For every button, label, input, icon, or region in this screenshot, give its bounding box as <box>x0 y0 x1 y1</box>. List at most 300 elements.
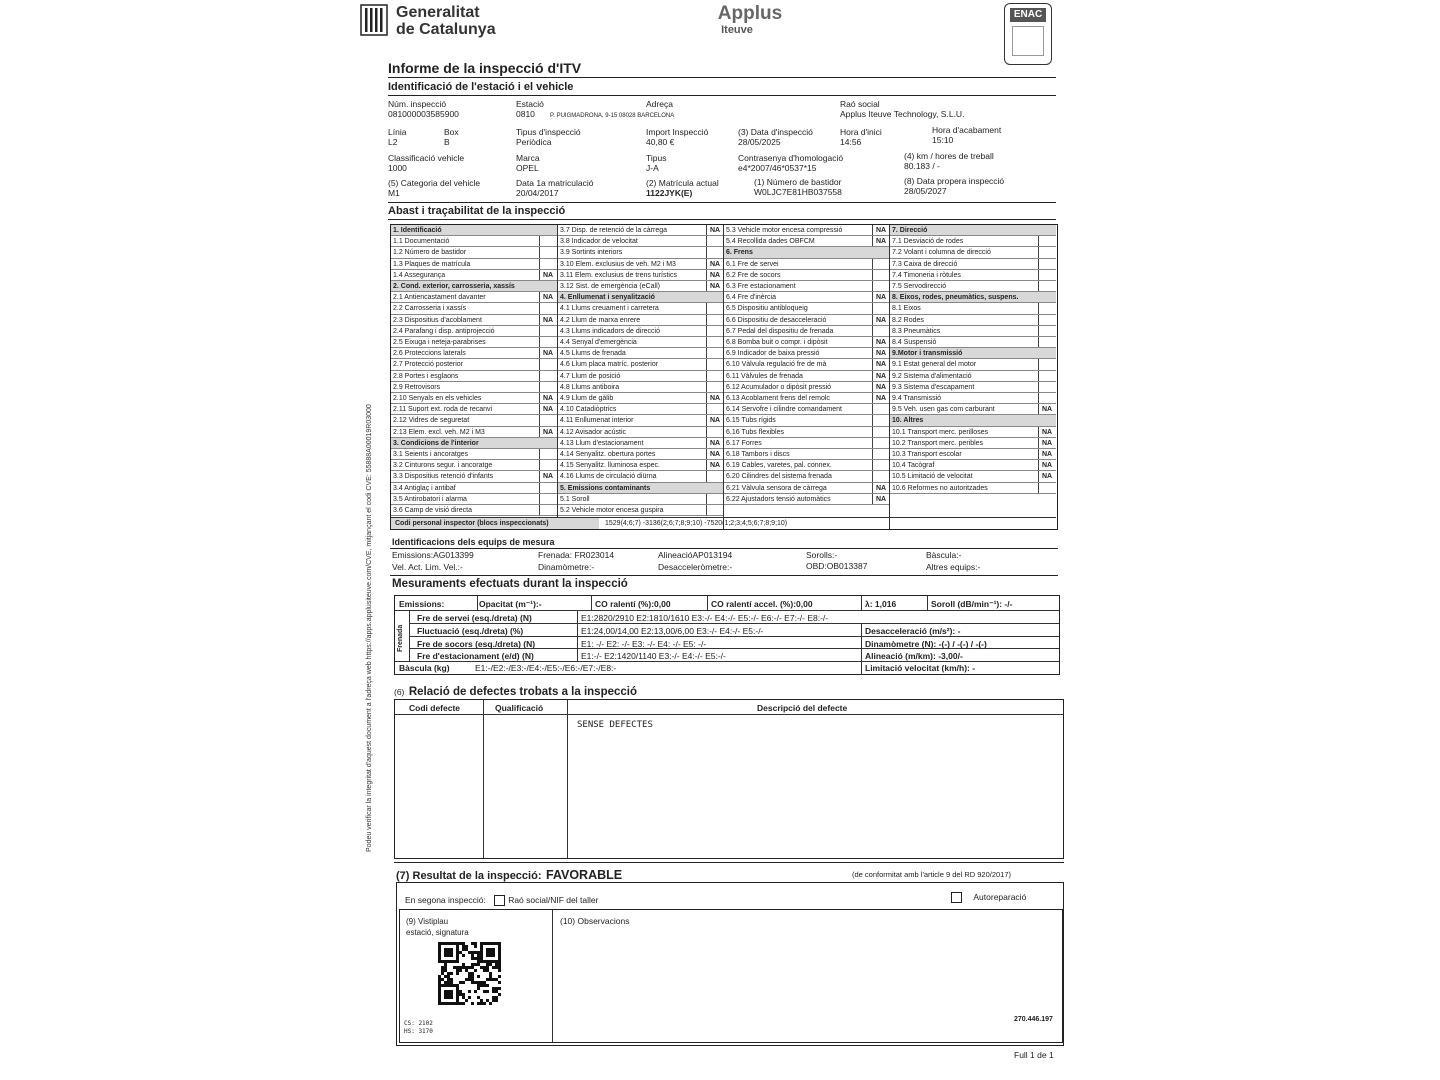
mes-frenada-label: Frenada <box>397 624 404 652</box>
inspection-item-na <box>706 427 723 438</box>
inspection-item <box>890 315 1056 326</box>
raosocial-checkbox[interactable] <box>494 895 505 906</box>
inspection-item <box>391 371 557 382</box>
inspection-item <box>391 471 557 482</box>
inspection-item <box>391 382 557 393</box>
inspection-item <box>890 460 1056 471</box>
inspection-item-label: 4.6 Llum placa matríc. posterior <box>560 361 659 369</box>
inspection-item-label: 1.2 Número de bastidor <box>393 249 467 257</box>
inspection-item-label: 5.3 Vehicle motor encesa compressió <box>726 227 843 234</box>
inspection-item <box>391 460 557 471</box>
field-propera-inspeccio: (8) Data propera inspecció 28/05/2027 <box>904 176 1005 196</box>
inspection-item-label: 6.17 Forres <box>726 439 762 447</box>
inspection-item <box>724 281 890 292</box>
inspection-item-na <box>539 494 556 505</box>
inspection-item-na <box>539 460 556 471</box>
mes-opacitat: Opacitat (m⁻¹):- <box>479 599 542 609</box>
inspection-item-na: NA <box>1038 449 1055 460</box>
inspection-item-label: 4.14 Senyalitz. obertura portes <box>560 451 656 458</box>
inspection-item-label: 4.1 Llums creuament i carretera <box>560 305 659 313</box>
inspection-item <box>558 236 724 247</box>
inspection-item-label: 3. Condicions de l'interior <box>393 439 479 447</box>
field-estacio: Estació 0810 <box>516 99 544 119</box>
inspection-item <box>890 359 1056 370</box>
inspection-item-label: 4.10 Catadiòptrics <box>560 406 617 414</box>
mes-fre-servei-label: Fre de servei (esq./dreta) (N) <box>417 613 532 623</box>
inspection-item-label: 4.11 Enllumenat interior <box>560 417 634 425</box>
inspection-item-label: 5.2 Vehicle motor encesa guspira <box>560 507 664 514</box>
inspection-item-na: NA <box>706 281 723 292</box>
inspection-item <box>558 326 724 337</box>
inspection-item-na: NA <box>539 404 556 415</box>
inspection-column <box>723 225 890 529</box>
inspection-item <box>391 247 557 258</box>
inspection-item <box>558 427 724 438</box>
equip-2-0: Vel. Act. Lim. Vel.:- <box>392 562 463 572</box>
inspection-item <box>558 359 724 370</box>
inspection-item-na: NA <box>539 315 556 326</box>
inspection-item-label: 7.5 Servodirecció <box>892 283 947 290</box>
inspection-item-label: 6.4 Fre d'inèrcia <box>726 294 776 302</box>
inspection-item <box>890 326 1056 337</box>
signature-box <box>399 909 1063 1043</box>
measurements-box <box>394 595 1060 675</box>
inspection-item-na <box>706 236 723 247</box>
inspection-item-label: 2.11 Suport ext. roda de recanvi <box>393 406 493 414</box>
inspection-item-na: NA <box>872 359 889 370</box>
inspection-item <box>890 236 1056 247</box>
inspection-item-na <box>1038 259 1055 270</box>
inspection-item-label: 2.7 Protecció posterior <box>393 361 464 369</box>
inspection-item <box>558 292 724 303</box>
inspection-item-na: NA <box>706 449 723 460</box>
applus-name: Applus <box>717 3 783 24</box>
inspection-item <box>391 449 557 460</box>
raosocial-label: Raó social/NIF del taller <box>508 895 599 905</box>
inspection-item <box>558 415 724 426</box>
inspection-item-label: 8.1 Eixos <box>892 305 921 313</box>
inspection-item-label: 6.16 Tubs flexibles <box>726 428 784 436</box>
equips-divider <box>390 548 1058 549</box>
field-classificacio: Classificació vehicle 1000 <box>388 153 465 173</box>
inspection-item-label: 6.18 Tambors i discs <box>726 451 790 458</box>
inspection-item <box>391 281 557 292</box>
inspection-item <box>558 505 724 516</box>
inspection-item-na: NA <box>872 236 889 247</box>
inspection-item-na <box>872 415 889 426</box>
inspection-item-label: 10. Altres <box>892 417 924 425</box>
inspection-item-na <box>706 371 723 382</box>
inspection-item <box>391 348 557 359</box>
section-equips: Identificacions dels equips de mesura <box>392 537 555 547</box>
inspection-item-label: 4.5 Llums de frenada <box>560 350 626 358</box>
inspection-item-na <box>1038 359 1055 370</box>
equip-2-3: OBD:OB013387 <box>806 561 868 571</box>
inspection-item-label: 9.1 Estat general del motor <box>892 361 977 369</box>
inspection-item-na <box>872 404 889 415</box>
title-divider <box>388 77 1056 78</box>
mes-desacceleracio: Desacceleració (m/s²): - <box>865 626 961 636</box>
inspection-item-label: 9.Motor i transmissió <box>892 350 963 358</box>
inspection-item-na: NA <box>539 471 556 482</box>
inspection-item <box>391 259 557 270</box>
inspection-item-label: 3.4 Antiglaç i antibaf <box>393 484 456 492</box>
inspection-item-na: NA <box>706 270 723 281</box>
inspection-item <box>724 438 890 449</box>
inspection-item <box>890 348 1056 359</box>
inspection-item-na <box>706 404 723 415</box>
codi-personal-value: 1529(4;6;7) -3136(2;6;7;8;9;10) -7520(1;2;3;4;5;6;7;8;9;10) <box>605 520 788 527</box>
inspection-item-label: 9.2 Sistema d'alimentació <box>892 372 972 380</box>
inspection-item-na: NA <box>706 460 723 471</box>
inspection-item-na <box>872 449 889 460</box>
field-address-value: P. PUIGMADRONA, 9-15 08028 BARCELONA <box>550 113 675 119</box>
segona-label: En segona inspecció: <box>405 895 486 905</box>
inspection-item <box>890 449 1056 460</box>
inspection-item <box>890 393 1056 404</box>
inspection-item <box>558 315 724 326</box>
inspection-item <box>391 236 557 247</box>
inspection-item <box>391 415 557 426</box>
autoreparacio <box>951 892 1026 903</box>
inspection-item-label: 3.8 Indicador de velocitat <box>560 238 638 246</box>
inspection-item <box>558 225 724 236</box>
inspection-item-na <box>706 382 723 393</box>
inspection-item <box>558 247 724 258</box>
result-note: (de conformitat amb l'article 9 del RD 920/2017) <box>852 870 1012 879</box>
inspection-item-na: NA <box>872 371 889 382</box>
inspection-item-label: 3.9 Sortints interiors <box>560 249 623 257</box>
inspection-item-label: 4.7 Llum de posició <box>560 372 621 380</box>
inspection-item-label: 6.1 Fre de servei <box>726 260 779 268</box>
field-marca: Marca OPEL <box>516 153 540 173</box>
inspection-item-label: 7.1 Desviació de rodes <box>892 238 964 246</box>
inspection-item-na <box>872 259 889 270</box>
equip-1-0: Emissions:AG013399 <box>392 550 474 560</box>
inspection-item <box>391 359 557 370</box>
inspection-item-na: NA <box>1038 404 1055 415</box>
inspection-item-label: 2.5 Eixuga i neteja-parabrises <box>393 339 486 346</box>
inspection-item-na: NA <box>872 393 889 404</box>
inspection-item-label: 4.9 Llum de gàlib <box>560 395 614 402</box>
inspection-item <box>558 393 724 404</box>
inspection-item-na: NA <box>872 225 889 236</box>
mes-soroll: Soroll (dB/min⁻¹): -/- <box>931 599 1013 609</box>
inspection-item <box>558 483 724 494</box>
inspection-item-na <box>1038 303 1055 314</box>
inspection-item <box>558 281 724 292</box>
inspection-item-na <box>539 236 556 247</box>
inspection-item-label: 10.6 Reformes no autoritzades <box>892 484 988 492</box>
inspection-item-label: 2.2 Carrosseria i xassís <box>393 305 467 313</box>
section-identification: Identificació de l'estació i el vehicle <box>388 81 574 93</box>
mes-fluctuacio-label: Fluctuació (esq./dreta) (%) <box>417 626 524 636</box>
inspection-items-table <box>390 224 1058 530</box>
mes-co-ralenti: CO ralentí (%):0,00 <box>595 599 671 609</box>
inspection-item <box>724 371 890 382</box>
inspection-item-label: 4.8 Llums antiboira <box>560 383 620 391</box>
field-categoria: (5) Categoria del vehicle M1 <box>388 178 481 198</box>
inspection-item <box>558 382 724 393</box>
inspection-item-na <box>539 259 556 270</box>
inspection-item-label: 1.1 Documentació <box>393 238 450 246</box>
inspection-item <box>391 292 557 303</box>
inspection-item-na <box>539 449 556 460</box>
generalitat-logo <box>360 4 388 36</box>
inspection-item-na <box>706 337 723 348</box>
equip-1-3: Sorolls:- <box>806 550 838 560</box>
mes-top-divider <box>390 575 1058 576</box>
inspection-item-label: 2.4 Parafang i disp. antiprojecció <box>393 327 495 335</box>
inspection-item-na <box>539 382 556 393</box>
inspection-item <box>724 259 890 270</box>
inspection-item-label: 8. Eixos, rodes, pneumàtics, suspens. <box>892 294 1019 302</box>
inspection-item-label: 6.19 Cables, varetes, pal. connex. <box>726 462 832 470</box>
inspection-column <box>391 225 557 529</box>
inspection-item-label: 3.11 Elem. exclusius de trens turístics <box>560 271 677 279</box>
field-data-matriculacio: Data 1a matriculació 20/04/2017 <box>516 178 594 198</box>
inspection-item-label: 4.3 Llums indicadors de direcció <box>560 327 660 335</box>
def-header-descripcio: Descripció del defecte <box>757 703 848 713</box>
applus-logo <box>710 4 790 36</box>
inspection-item-label: 8.3 Pneumàtics <box>892 327 941 335</box>
field-hora-acabament: Hora d'acabament 15:10 <box>932 125 1002 145</box>
mes-fluctuacio-value: E1:24,00/14,00 E2:13,00/6,00 E3:-/- E4:-/- E5:-/- <box>581 626 764 636</box>
inspection-item-label: 7.4 Timoneria i ròtules <box>892 271 961 279</box>
inspection-item-na: NA <box>706 415 723 426</box>
inspection-item <box>724 315 890 326</box>
inspection-item <box>724 415 890 426</box>
codi-personal-label: Codi personal inspector (blocs inspeccionats) <box>391 518 599 529</box>
inspection-item <box>558 270 724 281</box>
inspection-item <box>724 270 890 281</box>
inspection-item-label: 4. Enllumenat i senyalització <box>560 294 655 302</box>
inspection-item-na <box>706 471 723 482</box>
segona-inspeccio <box>405 895 598 906</box>
inspection-item-na: NA <box>872 292 889 303</box>
mes-fre-estacionament-value: E1:-/- E2:1420/1140 E3:-/- E4:-/- E5:-/- <box>581 651 726 661</box>
mes-limitacio: Limitació velocitat (km/h): - <box>865 663 976 673</box>
inspection-item-na: NA <box>539 427 556 438</box>
enac-text: ENAC <box>1010 8 1046 22</box>
section-defectes <box>394 682 637 700</box>
mes-co-accel: CO ralentí accel. (%):0,00 <box>711 599 813 609</box>
inspection-item-label: 7. Direcció <box>892 227 928 234</box>
inspection-item-na <box>539 359 556 370</box>
inspection-item-na: NA <box>706 438 723 449</box>
def-header-codi: Codi defecte <box>409 703 461 713</box>
inspection-item-label: 3.2 Cinturons segur. i ancoratge <box>393 462 493 470</box>
inspection-item <box>391 303 557 314</box>
inspection-item-label: 7.3 Caixa de direcció <box>892 260 958 268</box>
inspection-item-na <box>706 326 723 337</box>
inspection-item-na: NA <box>872 315 889 326</box>
inspection-item <box>558 348 724 359</box>
inspection-item <box>890 292 1056 303</box>
mes-bascula-value: E1:-/E2:-/E3:-/E4:-/E5:-/E6:-/E7:-/E8:- <box>475 663 617 673</box>
inspection-item-label: 6.3 Fre estacionament <box>726 283 796 290</box>
inspection-item <box>890 427 1056 438</box>
inspection-item-na <box>872 438 889 449</box>
abast-divider <box>388 219 1056 220</box>
mes-bascula-label: Bàscula (kg) <box>399 663 450 673</box>
inspection-item-label: 3.12 Sist. de emergència (eCall) <box>560 283 660 290</box>
inspection-item-label: 3.7 Disp. de retenció de la càrrega <box>560 227 668 234</box>
inspection-item <box>724 427 890 438</box>
inspection-item <box>558 337 724 348</box>
inspection-report-page <box>354 0 1084 1080</box>
inspection-item <box>724 404 890 415</box>
gov-name <box>396 4 496 38</box>
generalitat-emblem-icon <box>360 4 388 36</box>
inspection-item-label: 6. Frens <box>726 249 753 257</box>
page-count: Full 1 de 1 <box>1014 1050 1054 1060</box>
section-defectes-num: (6) <box>394 687 405 697</box>
inspection-item-label: 4.2 Llum de marxa enrere <box>560 316 641 324</box>
inspection-item-na <box>706 359 723 370</box>
inspection-item-na <box>1038 247 1055 258</box>
equip-2-4: Altres equips:- <box>926 562 981 572</box>
mes-alineacio: Alineació (m/km): -3,00/- <box>865 651 963 661</box>
inspection-item <box>391 404 557 415</box>
inspection-item-label: 1.4 Assegurança <box>393 271 446 279</box>
inspection-item-na: NA <box>872 494 889 505</box>
inspection-item-label: 4.12 Avisador acústic <box>560 428 627 436</box>
enac-seal-icon <box>1012 26 1044 56</box>
mes-dinamometre: Dinamòmetre (N): -(-) / -(-) / -(-) <box>865 639 987 649</box>
inspection-item-label: 6.22 Ajustadors tensió automàtics <box>726 495 831 503</box>
inspection-item-na <box>872 270 889 281</box>
inspection-item-na <box>539 247 556 258</box>
inspection-item-label: 10.4 Tacògraf <box>892 462 935 470</box>
inspection-item-na <box>539 303 556 314</box>
inspection-item <box>890 471 1056 482</box>
inspection-item <box>558 494 724 505</box>
field-matricula: (2) Matrícula actual 1122JYK(E) <box>646 178 719 198</box>
inspection-item-label: 10.5 Limitació de velocitat <box>892 473 973 481</box>
inspection-item <box>558 471 724 482</box>
inspection-item-na: NA <box>706 225 723 236</box>
inspection-item <box>391 270 557 281</box>
inspection-item <box>724 303 890 314</box>
cs-code: CS: 2102 <box>404 1020 433 1027</box>
inspection-item-na <box>539 371 556 382</box>
inspection-item-na: NA <box>872 382 889 393</box>
inspection-item <box>890 303 1056 314</box>
mes-lambda: λ: 1,016 <box>865 599 897 609</box>
gov-line2: de Catalunya <box>396 21 496 38</box>
inspection-item <box>890 281 1056 292</box>
inspection-item-label: 3.3 Dispositius retenció d'infants <box>393 473 494 481</box>
inspection-item <box>391 326 557 337</box>
inspection-item <box>890 259 1056 270</box>
inspection-item <box>558 449 724 460</box>
inspection-item <box>890 404 1056 415</box>
inspection-item-na: NA <box>706 259 723 270</box>
autoreparacio-checkbox[interactable] <box>951 892 962 903</box>
inspection-item <box>558 438 724 449</box>
inspection-item <box>391 225 557 236</box>
section-mesuraments: Mesuraments efectuats durant la inspecció <box>392 578 628 590</box>
inspection-item-na <box>539 326 556 337</box>
inspection-item-label: 8.4 Suspensió <box>892 339 937 346</box>
doc-number: 270.446.197 <box>1014 1016 1053 1023</box>
inspection-column <box>889 225 1056 529</box>
inspection-item-label: 3.5 Antirobatori i alarma <box>393 495 467 503</box>
inspection-item-label: 6.10 Vàlvula regulació fre de mà <box>726 361 827 369</box>
gov-line1: Generalitat <box>396 4 480 21</box>
inspection-item <box>890 270 1056 281</box>
field-hora-inici: Hora d'inici 14:56 <box>840 127 882 147</box>
inspection-item-label: 6.2 Fre de socors <box>726 271 781 279</box>
inspection-item-label: 4.4 Senyal d'emergència <box>560 339 637 346</box>
inspection-item <box>724 483 890 494</box>
inspection-item-na: NA <box>872 483 889 494</box>
inspection-item-label: 3.1 Seients i ancoratges <box>393 451 469 458</box>
inspection-item-na <box>1038 371 1055 382</box>
inspection-item-label: 2.13 Elem. excl. veh. M2 i M3 <box>393 428 485 436</box>
codi-personal-row <box>391 517 1056 529</box>
field-num-inspeccio: Núm. inspecció 081000003585900 <box>388 99 459 119</box>
inspection-item-label: 6.5 Dispositiu antibloqueig <box>726 305 808 313</box>
result-top-divider <box>394 862 1064 863</box>
inspection-item <box>558 303 724 314</box>
inspection-item-na <box>872 460 889 471</box>
inspection-item-label: 3.10 Elem. exclusius de veh. M2 i M3 <box>560 260 676 268</box>
inspection-item-label: 2. Cond. exterior, carrosseria, xassís <box>393 283 515 290</box>
inspection-item-label: 1. Identificació <box>393 227 442 234</box>
ident-divider <box>388 95 1056 96</box>
inspection-item <box>724 247 890 258</box>
hs-code: HS: 3170 <box>404 1028 433 1035</box>
inspection-item <box>890 483 1056 494</box>
inspection-item-na <box>1038 326 1055 337</box>
inspection-item-na <box>872 471 889 482</box>
inspection-item <box>724 393 890 404</box>
inspection-item <box>890 371 1056 382</box>
inspection-item-na: NA <box>539 292 556 303</box>
enac-logo <box>1004 3 1052 65</box>
inspection-item-na <box>1038 236 1055 247</box>
inspection-item-na: NA <box>539 348 556 359</box>
inspection-item-na <box>872 326 889 337</box>
inspection-item-na <box>872 427 889 438</box>
inspection-item-na <box>1038 315 1055 326</box>
inspection-item-na <box>706 315 723 326</box>
inspection-item <box>391 337 557 348</box>
inspection-item-label: 1.3 Plaques de matrícula <box>393 260 471 268</box>
qr-code-icon <box>438 942 501 1005</box>
inspection-item-label: 4.16 Llums de circulació diürna <box>560 473 657 481</box>
inspection-item-label: 6.7 Pedal del dispositiu de frenada <box>726 327 834 335</box>
abast-top-divider <box>388 202 1056 203</box>
inspection-item-label: 4.15 Senyalitz. lluminosa espec. <box>560 462 660 470</box>
inspection-item-label: 2.3 Dispositius d'acoblament <box>393 316 482 324</box>
inspection-item-na <box>706 247 723 258</box>
inspection-item-label: 6.6 Dispositiu de desacceleració <box>726 316 827 324</box>
inspection-item-na <box>539 415 556 426</box>
inspection-item-na <box>706 303 723 314</box>
section-abast: Abast i traçabilitat de la inspecció <box>388 205 566 217</box>
inspection-item-label: 6.21 Vàlvula sensora de càrrega <box>726 484 827 492</box>
vistiplau-label: (9) Vistiplau estació, signatura <box>406 917 469 937</box>
inspection-item-label: 3.6 Camp de visió directa <box>393 507 472 514</box>
equip-1-1: Frenada: FR023014 <box>538 550 615 560</box>
inspection-item-label: 6.13 Acoblament frens del remolc <box>726 395 830 402</box>
inspection-item-label: 9.5 Veh. usen gas com carburant <box>892 406 995 414</box>
inspection-item <box>558 460 724 471</box>
inspection-item <box>391 315 557 326</box>
